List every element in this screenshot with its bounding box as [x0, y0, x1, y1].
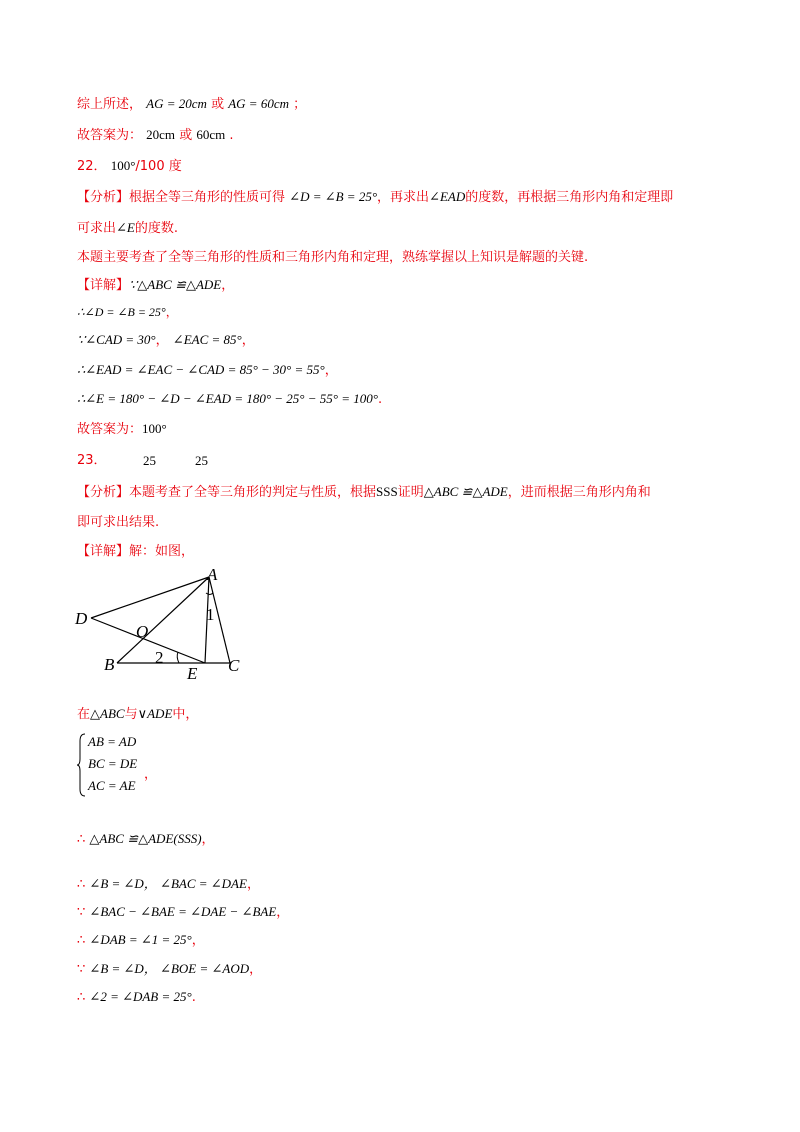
- punct: .: [377, 392, 383, 407]
- punct: ，: [249, 962, 263, 977]
- detail-text: 中，: [172, 707, 199, 722]
- step-1: [77, 303, 178, 321]
- step-2: [77, 331, 255, 350]
- math-cad-30: ∵∠CAD = 30°: [77, 332, 156, 347]
- punct: ，: [241, 333, 255, 348]
- detail-tag: 【详解】: [77, 544, 130, 559]
- analysis-text: 即可求出结果.: [77, 515, 160, 530]
- detail-tag: 【详解】: [77, 278, 130, 293]
- analysis-text: 根据全等三角形的性质可得: [129, 190, 286, 205]
- punct: ，: [324, 363, 338, 378]
- segment-da: [91, 577, 209, 618]
- analysis-22-line3: [77, 249, 588, 267]
- detail-22-line1: [77, 276, 234, 295]
- analysis-text: 本题主要考查了全等三角形的性质和三角形内角和定理，熟练掌握以上知识是解题的关键.: [77, 250, 589, 265]
- question-23-header: [77, 452, 208, 470]
- punct: .: [229, 128, 234, 143]
- label-c: C: [228, 656, 240, 675]
- label-o: O: [136, 622, 149, 641]
- analysis-text: 证明: [397, 485, 424, 500]
- math-ag-60: AG = 60cm: [228, 96, 289, 111]
- brace-icon: [77, 733, 87, 797]
- proof-step-3: [77, 903, 289, 922]
- sss-label: SSS: [376, 484, 398, 499]
- label-angle-1: 1: [206, 605, 215, 624]
- math-ade: ∨ADE: [137, 706, 173, 721]
- detail-text: 解：如图，: [129, 544, 195, 559]
- punct: ；: [293, 97, 307, 112]
- summary-prefix: 综上所述，: [77, 97, 143, 112]
- math-e: ∠E: [116, 220, 135, 235]
- detail-23-line2: [77, 705, 198, 724]
- analysis-text: ，再求出: [377, 190, 430, 205]
- detail-23-line1: [77, 543, 194, 561]
- proof-step-2: [77, 875, 260, 894]
- math-abc: △ABC: [90, 706, 125, 721]
- math-proof-1: △ABC ≌△ADE(SSS): [89, 831, 202, 846]
- answer-prefix: 故答案为：: [77, 128, 143, 143]
- question-22-answer-alt: /100 度: [135, 159, 182, 174]
- angle-1-arc: [206, 593, 213, 595]
- label-a: A: [207, 565, 218, 584]
- question-22-header: [77, 157, 182, 176]
- punct: ，: [276, 905, 290, 920]
- because-icon: ∵: [77, 905, 86, 920]
- analysis-23-line2: [77, 514, 159, 532]
- math-d-b-25: ∠D = ∠B = 25°: [289, 189, 378, 204]
- equation-ac-ae: AC = AE: [88, 778, 136, 793]
- therefore-icon: ∴: [77, 933, 86, 948]
- because-icon: ∵: [77, 962, 86, 977]
- analysis-22-line1: [77, 188, 673, 207]
- math-proof-2: ∠B = ∠D， ∠BAC = ∠DAE: [89, 876, 247, 891]
- analysis-text: 可求出: [77, 221, 117, 236]
- answer-line-21: [77, 126, 234, 145]
- label-b: B: [104, 655, 115, 674]
- therefore-icon: ∴: [77, 990, 86, 1005]
- proof-step-4: [77, 931, 205, 950]
- answer-line-22: [77, 420, 167, 439]
- therefore-icon: ∴: [77, 832, 86, 847]
- label-e: E: [187, 664, 198, 683]
- proof-step-6: [77, 988, 196, 1007]
- question-23-answer-1: 25: [143, 453, 156, 468]
- math-proof-3: ∠BAC − ∠BAE = ∠DAE − ∠BAE: [89, 904, 277, 919]
- math-proof-4: ∠DAB = ∠1 = 25°: [89, 932, 192, 947]
- punct: .: [191, 990, 196, 1005]
- math-congruent: ∵△ABC ≌△ADE: [129, 277, 222, 292]
- answer-20cm: 20cm: [146, 127, 176, 142]
- question-number: 23．: [77, 453, 107, 468]
- analysis-22-line2: [77, 219, 178, 238]
- therefore-icon: ∴: [77, 877, 86, 892]
- math-ag-20: AG = 20cm: [146, 96, 207, 111]
- math-proof-6: ∠2 = ∠DAB = 25°: [89, 989, 192, 1004]
- analysis-text: ，进而根据三角形内角和: [507, 485, 651, 500]
- label-d: D: [75, 609, 88, 628]
- math-step-1: ∴∠D = ∠B = 25°: [77, 305, 166, 319]
- punct: ，: [165, 305, 178, 319]
- math-eac-85: ∠EAC = 85°: [172, 332, 242, 347]
- analysis-tag: 【分析】: [77, 485, 130, 500]
- equation-ab-ad: AB = AD: [88, 734, 137, 749]
- or-word: 或: [211, 97, 225, 112]
- or-word: 或: [179, 128, 193, 143]
- math-ead: ∠EAD: [429, 189, 466, 204]
- question-number: 22．: [77, 159, 107, 174]
- analysis-tag: 【分析】: [77, 190, 130, 205]
- analysis-text: 的度数.: [134, 221, 178, 236]
- answer-prefix: 故答案为：: [77, 422, 143, 437]
- question-22-answer: 100°: [110, 158, 136, 173]
- equation-bc-de: BC = DE: [88, 756, 138, 771]
- punct: ，: [144, 767, 158, 782]
- detail-text: 与: [124, 707, 138, 722]
- punct: ，: [201, 832, 215, 847]
- analysis-text: 的度数，再根据三角形内角和定理即: [465, 190, 674, 205]
- answer-100: 100°: [142, 421, 167, 436]
- math-step-3: ∴∠EAD = ∠EAC − ∠CAD = 85° − 30° = 55°: [77, 362, 325, 377]
- proof-step-1: [77, 830, 215, 849]
- triangle-figure: [70, 565, 260, 685]
- angle-2-arc: [177, 652, 179, 663]
- math-step-4: ∴∠E = 180° − ∠D − ∠EAD = 180° − 25° − 55° = 100°: [77, 391, 378, 406]
- summary-line: [77, 95, 306, 114]
- analysis-23-line1: [77, 483, 651, 502]
- math-proof-5: ∠B = ∠D， ∠BOE = ∠AOD: [89, 961, 250, 976]
- proof-step-5: [77, 960, 262, 979]
- punct: ，: [191, 933, 205, 948]
- math-congruent: △ABC ≌△ADE: [423, 484, 508, 499]
- step-4: [77, 390, 382, 409]
- label-angle-2: 2: [155, 648, 164, 667]
- detail-text: 在: [77, 707, 91, 722]
- question-23-answer-2: 25: [195, 453, 208, 468]
- punct: ，: [155, 333, 169, 348]
- punct: ，: [246, 877, 260, 892]
- punct: ，: [221, 278, 235, 293]
- answer-60cm: 60cm: [196, 127, 226, 142]
- analysis-text: 本题考查了全等三角形的判定与性质，根据: [129, 485, 377, 500]
- step-3: [77, 361, 338, 380]
